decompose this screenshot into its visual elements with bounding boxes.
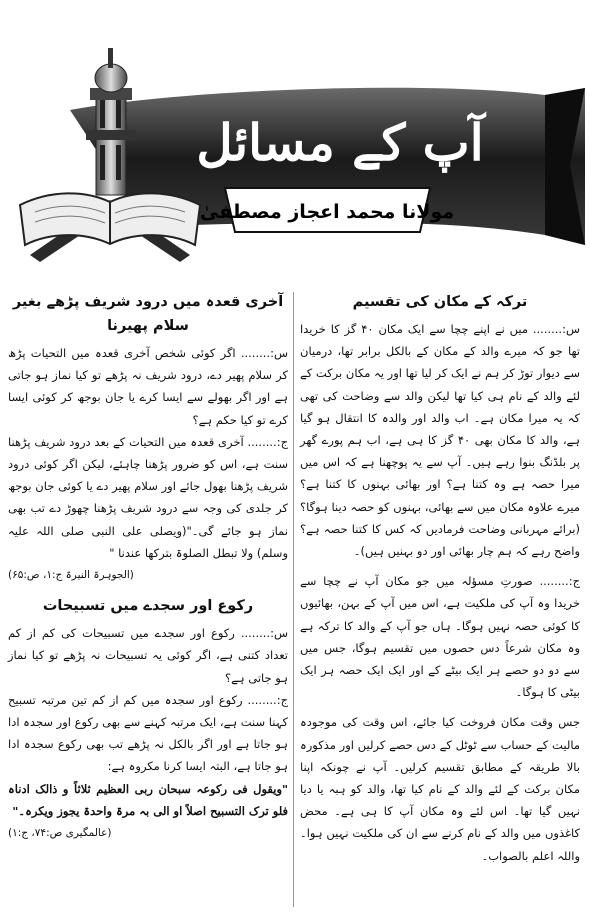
left-answer-2: ج:........ رکوع اور سجدہ میں کم از کم تین مرتبہ تسبیح کہنا سنت ہے، ایک مرتبہ کہنے سے بھی رکوع اور سجدہ ادا ہو جاتا ہے اور اگر بالکل نہ پڑھے تب بھی رکوع سجدہ ادا ہو جاتا ہے، البتہ ایسا کرنا مکروہ ہے: bbox=[8, 692, 288, 774]
column-divider bbox=[293, 292, 294, 907]
open-book-icon bbox=[20, 193, 200, 262]
banner-artwork bbox=[0, 0, 590, 285]
right-question: س:........ میں نے اپنے چچا سے ایک مکان ۴۰ گز کا خریدا تھا جو کہ میرے والد کے مکان کے بالکل برابر تھا، درمیان سے دیوار توڑ کر ہم نے ایک کر لیا تھا اور یہ مکان برکت کے لئے والد کے نام ہی کیا تھا لیکن والد سے وضاحت کی تھی کہ یہ میرا مکان ہے۔ اب والد اور والدہ کا انتقال ہو گیا ہے، والد کا مکان بھی ۴۰ گز کا ہی ہے، اب ہم پورے گھر پر بلڈنگ بنوا رہے ہیں۔ آپ سے یہ پوچھنا ہے کہ اس میں میرا حصہ ہے وہ کتنا ہے؟ اور بھائی بہنوں کا کتنا ہے؟ میرے علاوہ مکان میں سے بھائی، بہنوں کو حصہ دینا ہوگا؟ (برائے مہربانی وضاحت فرمادیں کہ کس کا کتنا حصہ ہے؟ واضح رہے کہ ہم چار بھائی اور دو بہنیں ہیں)۔ bbox=[300, 322, 581, 559]
right-heading: ترکہ کے مکان کی تقسیم bbox=[352, 294, 528, 310]
left-heading-1: آخری قعدہ میں درود شریف پڑھے بغیر سلام پھیرنا bbox=[12, 294, 284, 334]
header-title: آپ کے مسائل bbox=[196, 113, 484, 172]
left-question-2: س:........ رکوع اور سجدے میں تسبیحات کی کم از کم تعداد کتنی ہے، اگر کوئی یہ تسبیحات نہ پڑھے تو کیا نماز ہو جاتی ہے؟ bbox=[8, 626, 288, 685]
right-answer: ج:........ صورتِ مسؤلہ میں جو مکان آپ نے چچا سے خریدا وہ آپ کی ملکیت ہے، اس میں آپ کے بہن، بھائیوں کا کوئی حصہ نہیں ہوگا۔ ہاں جو آپ کے والد کا ترکہ ہے وہ مکان شرعاً دس حصوں میں تقسیم ہوگا، جس میں سے دو دو حصے ہر ایک بیٹے کے اور ایک ایک حصہ ہر ایک بیٹی کا ہوگا۔ bbox=[300, 574, 580, 700]
header-banner bbox=[0, 0, 590, 285]
left-column bbox=[8, 290, 288, 844]
author-name: مولانا محمد اعجاز مصطفیٰ bbox=[199, 201, 455, 223]
left-question-1: س:........ اگر کوئی شخص آخری قعدہ میں التحیات پڑھ کر سلام پھیر دے، درود شریف نہ پڑھے تو کیا نماز ہو جاتی ہے اور اگر بھولے سے ایسا کرے یا جان بوجھ کر کوئی ایسا کرے تو کیا حکم ہے؟ bbox=[8, 346, 288, 427]
left-reference-1: (الجوہرۃ النیرۃ ج:۱، ص:۶۵) bbox=[8, 569, 134, 582]
left-quote-2: "ویقول فی رکوعہ سبحان ربی العظیم ثلاثاً و ذالک ادناہ فلو ترک التسبیح اصلاً او الی بہ مرۃ واحدۃ یجوز ویکرہ۔" bbox=[8, 781, 288, 818]
left-reference-2: (عالمگیری ص:۷۴، ج:۱) bbox=[8, 827, 112, 840]
right-answer-continued: جس وقت مکان فروخت کیا جائے، اس وقت کی موجودہ مالیت کے حساب سے ٹوٹل کے دس حصے کرلیں اور مذکورہ بالا طریقہ کے مطابق تقسیم کرلیں۔ آپ نے چونکہ اپنا مکان برکت کے لئے والد کے نام کیا تھا، والد کو ہبہ یا دیا نہیں گیا تھا۔ اس لئے وہ مکان آپ کا ہی ہے۔ محض کاغذوں میں والد کے نام کرنے سے ان کی ملکیت نہیں ہوا۔ واللہ اعلم بالصواب۔ bbox=[300, 715, 580, 863]
left-answer-1: ج:........ آخری قعدہ میں التحیات کے بعد درود شریف پڑھنا سنت ہے، اس کو ضرور پڑھنا چاہئے، لیکن اگر کوئی درود شریف پڑھنا بھول جائے اور سلام پھیر دے یا کوئی جان بوجھ کر جلدی کی وجہ سے درود شریف پڑھنا چھوڑ دے تب بھی نماز ہو جائے گی۔"(ویصلی علی النبی صلی اللہ علیہ وسلم) ولا تبطل الصلوۃ بترکھا عندنا " bbox=[8, 434, 288, 560]
right-column bbox=[300, 290, 580, 867]
left-heading-2: رکوع اور سجدے میں تسبیحات bbox=[42, 598, 254, 615]
